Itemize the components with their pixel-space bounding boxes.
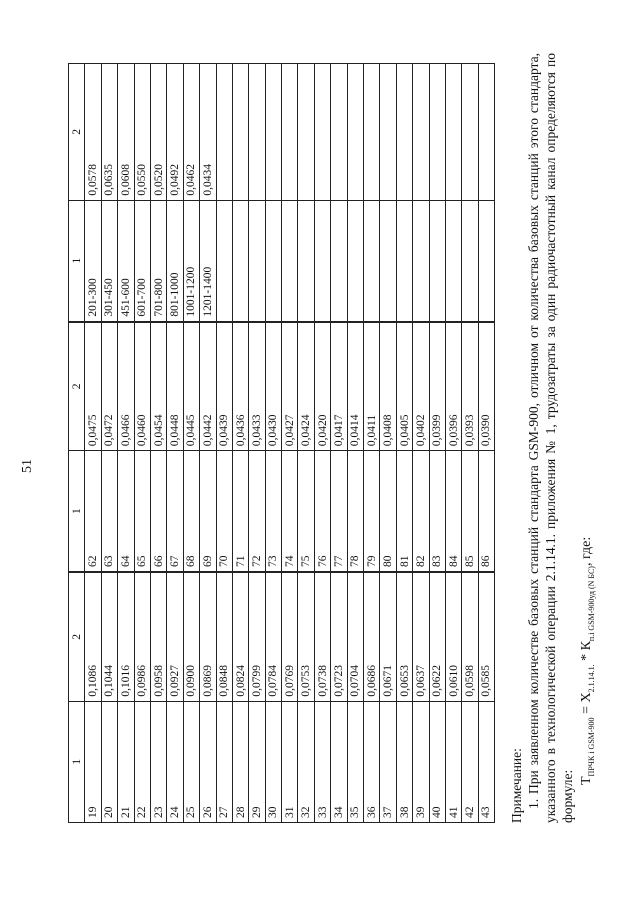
table-cell bbox=[413, 200, 429, 321]
table-cell: 66 bbox=[150, 451, 166, 572]
table-cell: 0,1016 bbox=[118, 572, 134, 701]
table-cell: 0,0635 bbox=[101, 64, 117, 201]
table-cell: 301-450 bbox=[101, 200, 117, 321]
table-cell: 38 bbox=[396, 701, 412, 822]
table-cell: 0,0436 bbox=[232, 322, 248, 451]
table-cell bbox=[462, 64, 478, 201]
table-cell: 36 bbox=[364, 701, 380, 822]
table-cell: 801-1000 bbox=[167, 200, 183, 321]
formula-x: = Х bbox=[579, 692, 594, 718]
table-cell: 0,0454 bbox=[150, 322, 166, 451]
table-cell bbox=[298, 200, 314, 321]
table-cell bbox=[478, 64, 494, 201]
table-cell: 0,0408 bbox=[380, 322, 396, 451]
table-cell: 1001-1200 bbox=[183, 200, 199, 321]
table-cell: 0,0824 bbox=[232, 572, 248, 701]
table-cell: 0,0958 bbox=[150, 572, 166, 701]
table-cell: 30 bbox=[265, 701, 281, 822]
table-cell: 42 bbox=[462, 701, 478, 822]
table-row bbox=[134, 64, 150, 823]
table-row bbox=[331, 64, 347, 823]
table-cell: 0,0411 bbox=[364, 322, 380, 451]
table-cell: 0,0622 bbox=[429, 572, 445, 701]
table-cell: 21 bbox=[118, 701, 134, 822]
table-cell bbox=[380, 64, 396, 201]
table-row bbox=[364, 64, 380, 823]
header-cell: 2 bbox=[69, 64, 85, 201]
table-row bbox=[265, 64, 281, 823]
formula-t: Т bbox=[579, 776, 594, 785]
table-cell: 0,0578 bbox=[85, 64, 101, 201]
table-cell: 0,0610 bbox=[445, 572, 461, 701]
table-cell: 0,0738 bbox=[314, 572, 330, 701]
table-cell: 0,0598 bbox=[462, 572, 478, 701]
table-cell: 0,0848 bbox=[216, 572, 232, 701]
table-cell: 0,0472 bbox=[101, 322, 117, 451]
table-cell: 0,0424 bbox=[298, 322, 314, 451]
table-cell: 0,0704 bbox=[347, 572, 363, 701]
table-cell: 65 bbox=[134, 451, 150, 572]
table-cell: 0,0927 bbox=[167, 572, 183, 701]
table-cell bbox=[249, 200, 265, 321]
table-cell bbox=[232, 200, 248, 321]
table-row bbox=[413, 64, 429, 823]
table-row bbox=[216, 64, 232, 823]
table-cell: 0,0475 bbox=[85, 322, 101, 451]
table-cell: 84 bbox=[445, 451, 461, 572]
table-cell: 1201-1400 bbox=[200, 200, 216, 321]
table-cell: 23 bbox=[150, 701, 166, 822]
table-cell: 0,1086 bbox=[85, 572, 101, 701]
table-cell: 68 bbox=[183, 451, 199, 572]
table-cell: 0,0399 bbox=[429, 322, 445, 451]
table-cell bbox=[265, 200, 281, 321]
table-cell: 62 bbox=[85, 451, 101, 572]
table-row bbox=[150, 64, 166, 823]
table-cell: 26 bbox=[200, 701, 216, 822]
table-cell bbox=[364, 64, 380, 201]
header-cell: 2 bbox=[69, 322, 85, 451]
table-cell bbox=[216, 200, 232, 321]
table-cell bbox=[380, 200, 396, 321]
table-cell: 0,0427 bbox=[282, 322, 298, 451]
rotated-page bbox=[20, 20, 620, 885]
table-row bbox=[314, 64, 330, 823]
table-cell bbox=[314, 200, 330, 321]
table-cell: 64 bbox=[118, 451, 134, 572]
table-row bbox=[118, 64, 134, 823]
formula-t-subscript: ПРЧК i GSM-900 bbox=[586, 717, 596, 777]
table-row bbox=[478, 64, 494, 823]
table-cell: 63 bbox=[101, 451, 117, 572]
table-row bbox=[462, 64, 478, 823]
table-cell: 0,0723 bbox=[331, 572, 347, 701]
table-cell: 41 bbox=[445, 701, 461, 822]
table-cell: 0,0390 bbox=[478, 322, 494, 451]
table-cell: 0,0753 bbox=[298, 572, 314, 701]
table-row bbox=[249, 64, 265, 823]
table-cell bbox=[314, 64, 330, 201]
table-cell: 0,0430 bbox=[265, 322, 281, 451]
notes-heading: Примечание: bbox=[509, 748, 524, 823]
table-cell bbox=[232, 64, 248, 201]
table-cell: 83 bbox=[429, 451, 445, 572]
table-cell: 20 bbox=[101, 701, 117, 822]
table-cell: 0,0445 bbox=[183, 322, 199, 451]
table-cell: 0,0448 bbox=[167, 322, 183, 451]
table-cell: 27 bbox=[216, 701, 232, 822]
table-cell: 0,0784 bbox=[265, 572, 281, 701]
table-cell: 69 bbox=[200, 451, 216, 572]
table-cell: 33 bbox=[314, 701, 330, 822]
table-cell bbox=[282, 64, 298, 201]
table-cell: 39 bbox=[413, 701, 429, 822]
table-cell: 22 bbox=[134, 701, 150, 822]
table-cell: 0,0653 bbox=[396, 572, 412, 701]
table-cell: 0,0434 bbox=[200, 64, 216, 201]
table-cell: 37 bbox=[380, 701, 396, 822]
table-cell: 0,0396 bbox=[445, 322, 461, 451]
header-cell: 2 bbox=[69, 572, 85, 701]
table-cell bbox=[478, 200, 494, 321]
table-cell: 74 bbox=[282, 451, 298, 572]
table-row bbox=[183, 64, 199, 823]
table-cell: 78 bbox=[347, 451, 363, 572]
table-cell bbox=[347, 200, 363, 321]
table-row bbox=[380, 64, 396, 823]
table-cell: 0,0608 bbox=[118, 64, 134, 201]
table-cell bbox=[298, 64, 314, 201]
table-row bbox=[167, 64, 183, 823]
table-cell bbox=[413, 64, 429, 201]
table-cell bbox=[265, 64, 281, 201]
table-cell: 35 bbox=[347, 701, 363, 822]
notes-section bbox=[508, 53, 600, 823]
table-cell: 31 bbox=[282, 701, 298, 822]
table-cell bbox=[331, 200, 347, 321]
table-cell: 73 bbox=[265, 451, 281, 572]
table-cell: 82 bbox=[413, 451, 429, 572]
table-row bbox=[85, 64, 101, 823]
table-cell: 0,0585 bbox=[478, 572, 494, 701]
table-cell bbox=[216, 64, 232, 201]
table-cell: 67 bbox=[167, 451, 183, 572]
table-cell: 75 bbox=[298, 451, 314, 572]
table-cell: 85 bbox=[462, 451, 478, 572]
table-cell: 71 bbox=[232, 451, 248, 572]
table-row bbox=[200, 64, 216, 823]
table-cell bbox=[462, 200, 478, 321]
table-cell: 0,0900 bbox=[183, 572, 199, 701]
formula bbox=[578, 53, 600, 823]
table-cell: 0,0414 bbox=[347, 322, 363, 451]
table-cell bbox=[396, 200, 412, 321]
table-cell: 77 bbox=[331, 451, 347, 572]
table-cell: 601-700 bbox=[134, 200, 150, 321]
table-cell: 70 bbox=[216, 451, 232, 572]
table-cell: 0,0405 bbox=[396, 322, 412, 451]
coefficient-table bbox=[68, 63, 495, 823]
table-cell: 0,0492 bbox=[167, 64, 183, 201]
table-cell: 0,0769 bbox=[282, 572, 298, 701]
table-cell: 32 bbox=[298, 701, 314, 822]
formula-tail: , где: bbox=[579, 536, 594, 567]
table-cell: 0,0986 bbox=[134, 572, 150, 701]
table-cell: 0,0460 bbox=[134, 322, 150, 451]
table-cell: 0,0420 bbox=[314, 322, 330, 451]
table-cell: 72 bbox=[249, 451, 265, 572]
table-row bbox=[298, 64, 314, 823]
header-cell: 1 bbox=[69, 701, 85, 822]
table-cell: 25 bbox=[183, 701, 199, 822]
table-cell: 0,0393 bbox=[462, 322, 478, 451]
table-cell: 40 bbox=[429, 701, 445, 822]
table-row bbox=[347, 64, 363, 823]
table-cell bbox=[347, 64, 363, 201]
table-cell bbox=[282, 200, 298, 321]
table-body bbox=[85, 64, 495, 823]
note-paragraph: 1. При заявленном количестве базовых станций стандарта GSM-900, отличном от количества базовых станций этого стандарта, указанного в технологической операции 2.1.14.1. приложения № 1, трудозатраты за один радиочастотный канал определяются по формуле: bbox=[526, 53, 575, 823]
table-row bbox=[445, 64, 461, 823]
table-cell bbox=[249, 64, 265, 201]
table-cell: 0,0520 bbox=[150, 64, 166, 201]
table-cell: 81 bbox=[396, 451, 412, 572]
table-cell: 701-800 bbox=[150, 200, 166, 321]
table-cell bbox=[445, 200, 461, 321]
table-cell: 0,0417 bbox=[331, 322, 347, 451]
table-cell: 76 bbox=[314, 451, 330, 572]
table-row bbox=[429, 64, 445, 823]
table-cell bbox=[396, 64, 412, 201]
table-cell: 0,0439 bbox=[216, 322, 232, 451]
table-cell bbox=[331, 64, 347, 201]
table-cell: 86 bbox=[478, 451, 494, 572]
table-cell: 43 bbox=[478, 701, 494, 822]
table-cell: 0,0550 bbox=[134, 64, 150, 201]
page-number: 51 bbox=[20, 459, 35, 473]
formula-k: * К bbox=[579, 641, 594, 665]
table-cell: 0,0869 bbox=[200, 572, 216, 701]
table-cell: 0,0637 bbox=[413, 572, 429, 701]
table-cell: 28 bbox=[232, 701, 248, 822]
table-row bbox=[282, 64, 298, 823]
table-cell: 0,0433 bbox=[249, 322, 265, 451]
table-header-row bbox=[69, 64, 85, 823]
table-cell: 29 bbox=[249, 701, 265, 822]
table-cell: 0,0799 bbox=[249, 572, 265, 701]
table-cell: 201-300 bbox=[85, 200, 101, 321]
header-cell: 1 bbox=[69, 451, 85, 572]
formula-x-subscript: 2.1.14.1. bbox=[586, 664, 596, 693]
table-cell: 19 bbox=[85, 701, 101, 822]
table-row bbox=[232, 64, 248, 823]
table-cell: 0,0402 bbox=[413, 322, 429, 451]
formula-k-subscript: п.i GSM-900уд (N БС) bbox=[586, 566, 596, 642]
table-cell: 34 bbox=[331, 701, 347, 822]
table-cell bbox=[364, 200, 380, 321]
table-cell: 0,0686 bbox=[364, 572, 380, 701]
table-cell: 0,0671 bbox=[380, 572, 396, 701]
table-cell: 0,0462 bbox=[183, 64, 199, 201]
header-cell: 1 bbox=[69, 200, 85, 321]
table-row bbox=[101, 64, 117, 823]
table-cell: 0,0466 bbox=[118, 322, 134, 451]
table-cell: 79 bbox=[364, 451, 380, 572]
table-cell bbox=[429, 64, 445, 201]
table-cell: 80 bbox=[380, 451, 396, 572]
table-cell bbox=[445, 64, 461, 201]
table-cell: 451-600 bbox=[118, 200, 134, 321]
table-cell: 0,1044 bbox=[101, 572, 117, 701]
table-cell: 0,0442 bbox=[200, 322, 216, 451]
table-cell: 24 bbox=[167, 701, 183, 822]
table-row bbox=[396, 64, 412, 823]
table-cell bbox=[429, 200, 445, 321]
